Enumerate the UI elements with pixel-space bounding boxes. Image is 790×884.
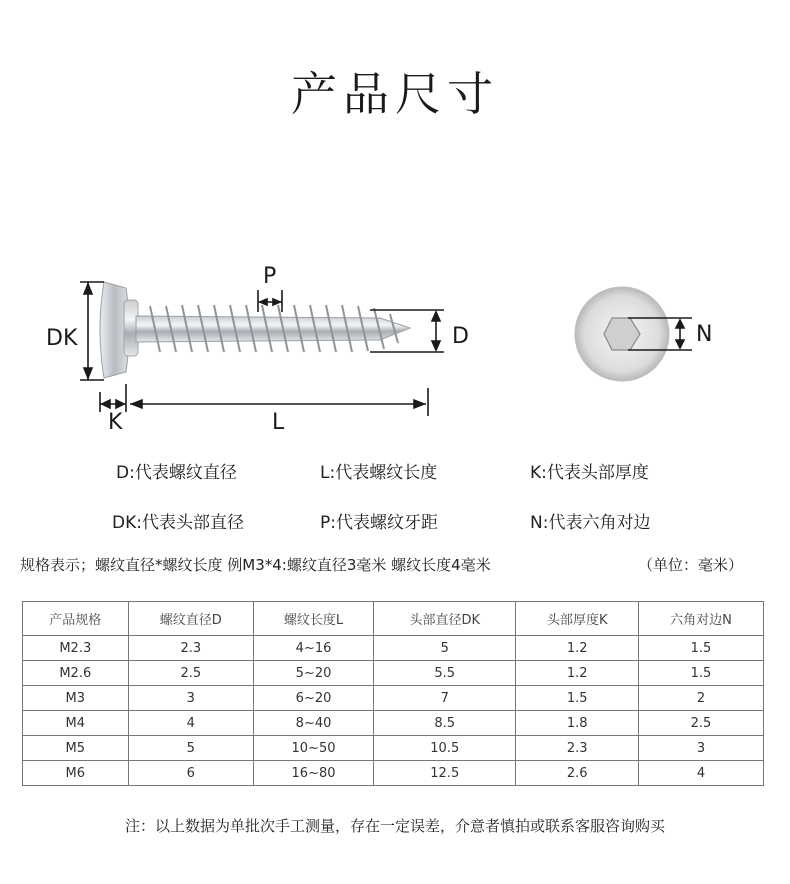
table-cell: 6 — [128, 761, 253, 786]
table-cell: 3 — [639, 736, 764, 761]
table-cell: 1.2 — [516, 661, 639, 686]
table-cell: M5 — [23, 736, 129, 761]
dk-label: DK — [46, 326, 78, 351]
table-cell: 8~40 — [254, 711, 374, 736]
table-cell: 1.2 — [516, 636, 639, 661]
d-label: D — [452, 324, 469, 349]
footnote: 注：以上数据为单批次手工测量，存在一定误差，介意者慎拍或联系客服咨询购买 — [124, 817, 665, 835]
table-cell: 2.3 — [128, 636, 253, 661]
table-row — [23, 711, 764, 736]
table-cell: 10~50 — [254, 736, 374, 761]
table-row — [23, 736, 764, 761]
table-cell: 6~20 — [254, 686, 374, 711]
table-cell: 3 — [128, 686, 253, 711]
unit-note: （单位：毫米） — [638, 556, 744, 574]
table-cell: 1.5 — [516, 686, 639, 711]
screw-head — [100, 282, 138, 378]
table-cell: 2.5 — [639, 711, 764, 736]
table-cell: 12.5 — [374, 761, 516, 786]
table-cell: 2.5 — [128, 661, 253, 686]
legend-item-dk: DK:代表头部直径 — [112, 513, 244, 533]
k-label: K — [108, 410, 123, 435]
size-table — [22, 601, 764, 786]
table-cell: 1.5 — [639, 661, 764, 686]
legend-item-p: P:代表螺纹牙距 — [320, 513, 438, 533]
legend-item-d: D:代表螺纹直径 — [116, 463, 237, 483]
screw-shank — [136, 316, 410, 342]
table-cell: 2.6 — [516, 761, 639, 786]
table-cell: 1.5 — [639, 636, 764, 661]
table-cell: 5.5 — [374, 661, 516, 686]
header-thread-length: 螺纹长度L — [254, 602, 374, 636]
table-cell: 2.3 — [516, 736, 639, 761]
table-cell: 4 — [128, 711, 253, 736]
table-cell: M6 — [23, 761, 129, 786]
header-hex-across: 六角对边N — [639, 602, 764, 636]
page-title: 产品尺寸 — [291, 67, 499, 121]
table-row — [23, 686, 764, 711]
screw-head-top-view — [575, 287, 692, 381]
header-thread-diameter: 螺纹直径D — [128, 602, 253, 636]
l-label: L — [272, 410, 285, 435]
table-cell: M2.6 — [23, 661, 129, 686]
table-cell: 16~80 — [254, 761, 374, 786]
header-head-diameter: 头部直径DK — [374, 602, 516, 636]
header-spec: 产品规格 — [23, 602, 129, 636]
p-label: P — [263, 264, 277, 289]
table-cell: 4~16 — [254, 636, 374, 661]
table-cell: 10.5 — [374, 736, 516, 761]
table-cell: M4 — [23, 711, 129, 736]
table-cell: 8.5 — [374, 711, 516, 736]
table-cell: 4 — [639, 761, 764, 786]
table-cell: 5 — [374, 636, 516, 661]
table-cell: 5 — [128, 736, 253, 761]
table-row — [23, 636, 764, 661]
header-head-thickness: 头部厚度K — [516, 602, 639, 636]
table-cell: 1.8 — [516, 711, 639, 736]
n-label: N — [696, 322, 713, 347]
table-cell: 7 — [374, 686, 516, 711]
table-row — [23, 761, 764, 786]
table-cell: 5~20 — [254, 661, 374, 686]
legend-item-n: N:代表六角对边 — [530, 513, 651, 533]
table-header-row — [23, 602, 764, 636]
table-cell: 2 — [639, 686, 764, 711]
legend-item-l: L:代表螺纹长度 — [320, 463, 438, 483]
spec-note: 规格表示；螺纹直径*螺纹长度 例M3*4:螺纹直径3毫米 螺纹长度4毫米 — [20, 556, 491, 574]
table-cell: M2.3 — [23, 636, 129, 661]
legend-item-k: K:代表头部厚度 — [530, 463, 649, 483]
table-cell: M3 — [23, 686, 129, 711]
table-row — [23, 661, 764, 686]
